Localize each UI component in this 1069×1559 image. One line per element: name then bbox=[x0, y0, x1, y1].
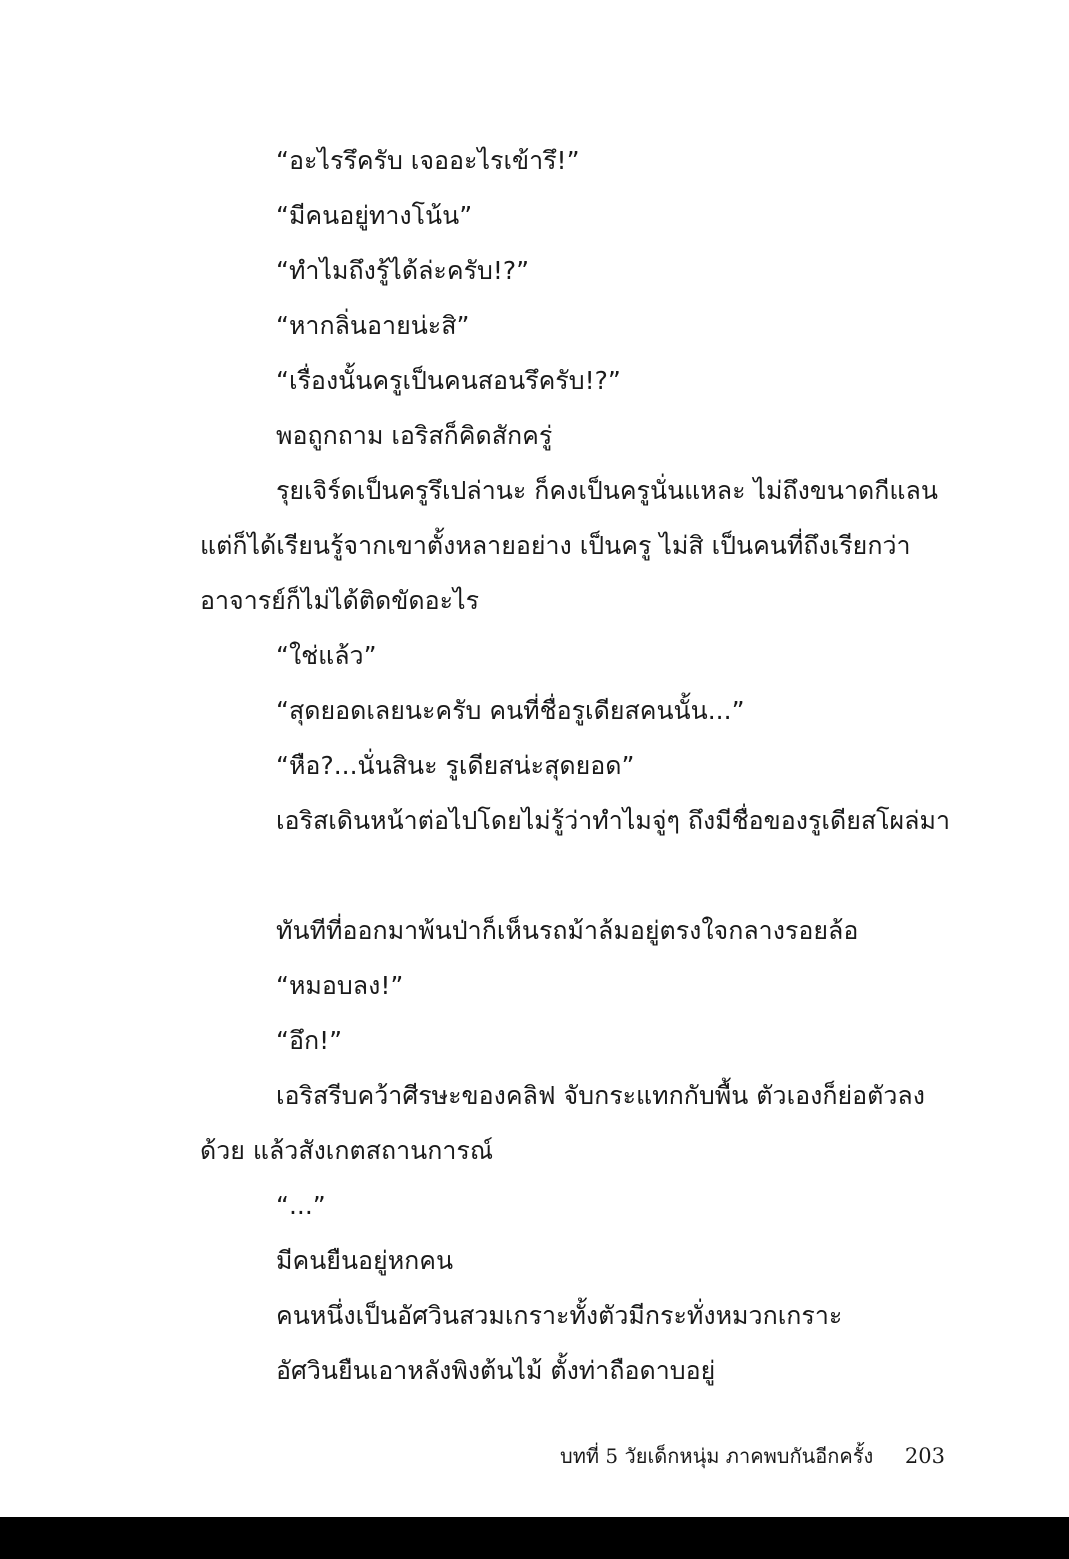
paragraph-line: แต่ก็ได้เรียนรู้จากเขาตั้งหลายอย่าง เป็นครู ไม่สิ เป็นคนที่ถึงเรียกว่า bbox=[200, 531, 911, 560]
dialogue-line: “มีคนอยู่ทางโน้น” bbox=[276, 201, 473, 230]
narration-line: เอริสเดินหน้าต่อไปโดยไม่รู้ว่าทำไมจู่ๆ ถึงมีชื่อของรูเดียสโผล่มา bbox=[276, 806, 951, 835]
scene-break bbox=[200, 848, 945, 903]
paragraph-line: อาจารย์ก็ไม่ได้ติดขัดอะไร bbox=[200, 586, 480, 615]
chapter-title: บทที่ 5 วัยเด็กหนุ่ม ภาคพบกันอีกครั้ง bbox=[560, 1444, 874, 1468]
paragraph-line: ด้วย แล้วสังเกตสถานการณ์ bbox=[200, 1136, 494, 1165]
dialogue-line: “อะไรรึครับ เจออะไรเข้ารึ!” bbox=[276, 146, 580, 175]
narration-line: คนหนึ่งเป็นอัศวินสวมเกราะทั้งตัวมีกระทั่งหมวกเกราะ bbox=[276, 1301, 843, 1330]
narration-line: อัศวินยืนเอาหลังพิงต้นไม้ ตั้งท่าถือดาบอยู่ bbox=[276, 1356, 716, 1385]
body-text bbox=[200, 133, 951, 1398]
narration-line: พอถูกถาม เอริสก็คิดสักครู่ bbox=[276, 421, 553, 450]
dialogue-line: “...” bbox=[276, 1191, 326, 1220]
narration-line: ทันทีที่ออกมาพ้นป่าก็เห็นรถม้าล้มอยู่ตรงใจกลางรอยล้อ bbox=[276, 916, 859, 945]
dialogue-line: “เรื่องนั้นครูเป็นคนสอนรึครับ!?” bbox=[276, 366, 621, 395]
paragraph-first-line: รุยเจิร์ดเป็นครูรึเปล่านะ ก็คงเป็นครูนั่นแหละ ไม่ถึงขนาดกีแลน bbox=[276, 476, 938, 505]
dialogue-line: “อึก!” bbox=[276, 1026, 343, 1055]
dialogue-line: “หมอบลง!” bbox=[276, 971, 404, 1000]
dialogue-line: “ทำไมถึงรู้ได้ล่ะครับ!?” bbox=[276, 256, 530, 285]
scan-border bbox=[0, 1517, 1069, 1559]
dialogue-line: “ใช่แล้ว” bbox=[276, 641, 377, 670]
page-number: 203 bbox=[904, 1444, 945, 1468]
dialogue-line: “หากลิ่นอายน่ะสิ” bbox=[276, 311, 470, 340]
dialogue-line: “หือ?...นั่นสินะ รูเดียสน่ะสุดยอด” bbox=[276, 751, 635, 780]
page-footer bbox=[560, 1438, 945, 1474]
paragraph-first-line: เอริสรีบคว้าศีรษะของคลิฟ จับกระแทกกับพื้น ตัวเองก็ย่อตัวลง bbox=[276, 1081, 925, 1110]
narration-line: มีคนยืนอยู่หกคน bbox=[276, 1246, 454, 1275]
dialogue-line: “สุดยอดเลยนะครับ คนที่ชื่อรูเดียสคนนั้น...” bbox=[276, 696, 745, 725]
